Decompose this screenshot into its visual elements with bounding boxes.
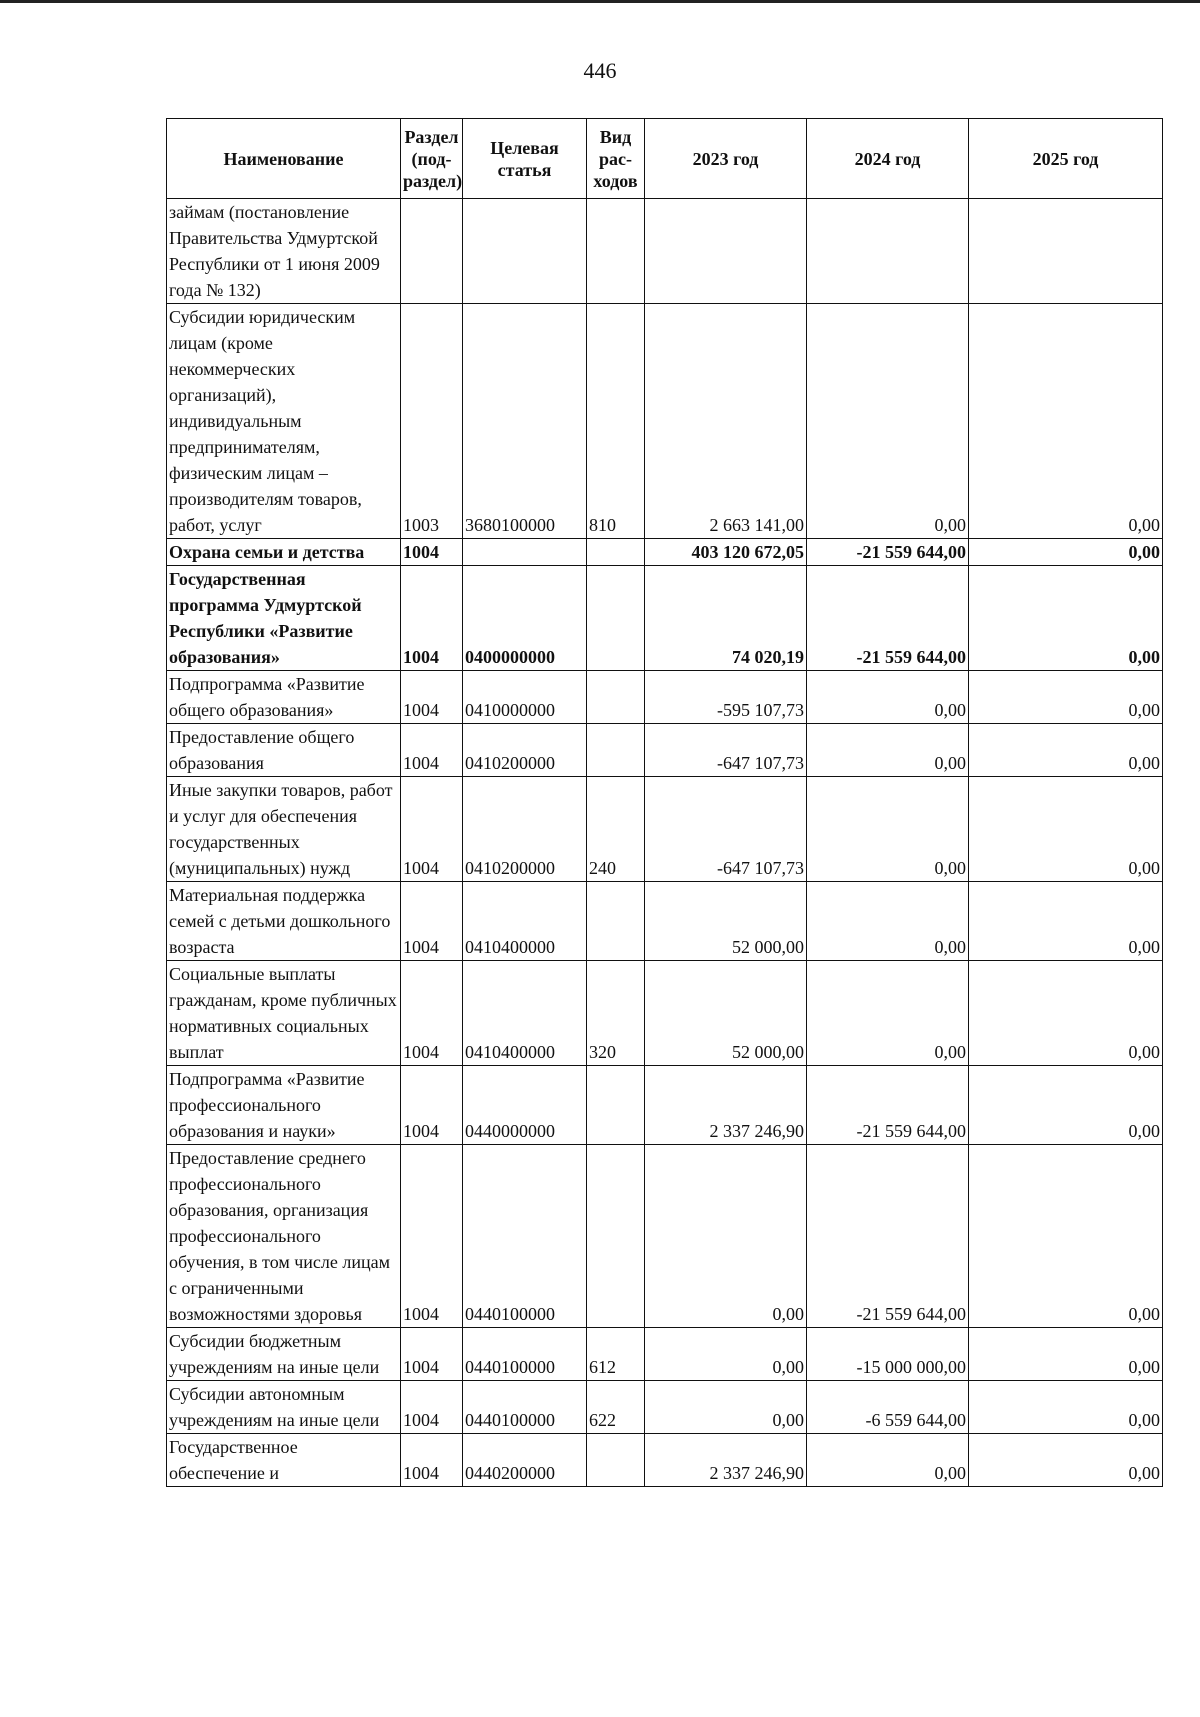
cell-2023: -647 107,73	[645, 724, 807, 777]
cell-name: Государственное обеспечение и	[167, 1434, 401, 1487]
page-number: 446	[583, 58, 617, 83]
cell-2023: 0,00	[645, 1328, 807, 1381]
cell-section: 1004	[401, 671, 463, 724]
cell-2024: 0,00	[807, 304, 969, 539]
table-row	[167, 1328, 1163, 1381]
cell-section	[401, 199, 463, 304]
cell-2025: 0,00	[969, 1381, 1163, 1434]
cell-name: Охрана семьи и детства	[167, 539, 401, 566]
cell-2025: 0,00	[969, 566, 1163, 671]
cell-2023: 2 337 246,90	[645, 1434, 807, 1487]
cell-2023: 74 020,19	[645, 566, 807, 671]
cell-2025	[969, 199, 1163, 304]
table-body	[167, 199, 1163, 1487]
cell-target: 3680100000	[463, 304, 587, 539]
cell-kind: 320	[587, 961, 645, 1066]
cell-2023: 0,00	[645, 1145, 807, 1328]
cell-target	[463, 539, 587, 566]
cell-kind: 810	[587, 304, 645, 539]
table-row	[167, 566, 1163, 671]
cell-kind	[587, 566, 645, 671]
cell-2023: 2 663 141,00	[645, 304, 807, 539]
cell-name: Подпрограмма «Развитие общего образования»	[167, 671, 401, 724]
cell-name: Материальная поддержка семей с детьми дошкольного возраста	[167, 882, 401, 961]
cell-name: Государственная программа Удмуртской Республики «Развитие образования»	[167, 566, 401, 671]
cell-section: 1004	[401, 961, 463, 1066]
header-2023: 2023 год	[645, 119, 807, 199]
cell-2024: 0,00	[807, 724, 969, 777]
cell-2025: 0,00	[969, 304, 1163, 539]
cell-2023: 52 000,00	[645, 961, 807, 1066]
cell-2024: -21 559 644,00	[807, 566, 969, 671]
cell-name: Субсидии юридическим лицам (кроме некоммерческих организаций), индивидуальным предпринимателям, физическим лицам – производителям товаров, работ, услуг	[167, 304, 401, 539]
cell-2024: 0,00	[807, 882, 969, 961]
cell-kind	[587, 1066, 645, 1145]
cell-name: Предоставление среднего профессионального образования, организация профессионального обучения, в том числе лицам с ограниченными возможностями здоровья	[167, 1145, 401, 1328]
cell-2024: 0,00	[807, 671, 969, 724]
cell-kind	[587, 199, 645, 304]
cell-target: 0440100000	[463, 1328, 587, 1381]
table-row	[167, 1145, 1163, 1328]
cell-kind	[587, 882, 645, 961]
table-row	[167, 961, 1163, 1066]
cell-2025: 0,00	[969, 1434, 1163, 1487]
cell-section: 1004	[401, 539, 463, 566]
table-row	[167, 199, 1163, 304]
cell-2023: 0,00	[645, 1381, 807, 1434]
header-target: Целевая статья	[463, 119, 587, 199]
cell-2025: 0,00	[969, 724, 1163, 777]
cell-section: 1004	[401, 882, 463, 961]
cell-section: 1004	[401, 1434, 463, 1487]
cell-2023: 2 337 246,90	[645, 1066, 807, 1145]
header-2024: 2024 год	[807, 119, 969, 199]
cell-name: Субсидии автономным учреждениям на иные цели	[167, 1381, 401, 1434]
table-row	[167, 1434, 1163, 1487]
cell-kind: 612	[587, 1328, 645, 1381]
cell-2024: 0,00	[807, 777, 969, 882]
cell-2024: -6 559 644,00	[807, 1381, 969, 1434]
cell-kind	[587, 671, 645, 724]
cell-2024: -21 559 644,00	[807, 539, 969, 566]
table-header-row	[167, 119, 1163, 199]
cell-target: 0400000000	[463, 566, 587, 671]
cell-2025: 0,00	[969, 671, 1163, 724]
cell-2025: 0,00	[969, 882, 1163, 961]
cell-2024: -21 559 644,00	[807, 1066, 969, 1145]
cell-name: Субсидии бюджетным учреждениям на иные цели	[167, 1328, 401, 1381]
cell-target: 0410200000	[463, 777, 587, 882]
cell-2023: 403 120 672,05	[645, 539, 807, 566]
cell-section: 1004	[401, 1145, 463, 1328]
cell-2024	[807, 199, 969, 304]
cell-kind	[587, 1434, 645, 1487]
cell-kind	[587, 724, 645, 777]
cell-target: 0410000000	[463, 671, 587, 724]
cell-section: 1004	[401, 1328, 463, 1381]
cell-2025: 0,00	[969, 961, 1163, 1066]
cell-target: 0440100000	[463, 1381, 587, 1434]
cell-2025: 0,00	[969, 1145, 1163, 1328]
cell-2024: -15 000 000,00	[807, 1328, 969, 1381]
cell-section: 1004	[401, 1066, 463, 1145]
cell-kind	[587, 539, 645, 566]
scan-edge	[0, 0, 1200, 3]
cell-target: 0440100000	[463, 1145, 587, 1328]
cell-target: 0410400000	[463, 961, 587, 1066]
table-row	[167, 671, 1163, 724]
cell-2023	[645, 199, 807, 304]
table-row	[167, 539, 1163, 566]
cell-2025: 0,00	[969, 777, 1163, 882]
cell-2024: 0,00	[807, 1434, 969, 1487]
cell-section: 1004	[401, 1381, 463, 1434]
cell-target: 0410400000	[463, 882, 587, 961]
cell-section: 1004	[401, 724, 463, 777]
cell-section: 1003	[401, 304, 463, 539]
table-row	[167, 1066, 1163, 1145]
cell-target: 0440200000	[463, 1434, 587, 1487]
budget-table	[166, 118, 1163, 1487]
cell-2024: -21 559 644,00	[807, 1145, 969, 1328]
cell-target: 0440000000	[463, 1066, 587, 1145]
header-section: Раздел (под-раздел)	[401, 119, 463, 199]
cell-kind	[587, 1145, 645, 1328]
cell-2025: 0,00	[969, 1066, 1163, 1145]
cell-kind: 240	[587, 777, 645, 882]
cell-name: Подпрограмма «Развитие профессионального образования и науки»	[167, 1066, 401, 1145]
cell-name: Социальные выплаты гражданам, кроме публичных нормативных социальных выплат	[167, 961, 401, 1066]
cell-target: 0410200000	[463, 724, 587, 777]
cell-target	[463, 199, 587, 304]
header-name: Наименование	[167, 119, 401, 199]
cell-2023: -647 107,73	[645, 777, 807, 882]
table-row	[167, 882, 1163, 961]
cell-section: 1004	[401, 777, 463, 882]
cell-name: Иные закупки товаров, работ и услуг для обеспечения государственных (муниципальных) нужд	[167, 777, 401, 882]
cell-2025: 0,00	[969, 539, 1163, 566]
table-row	[167, 1381, 1163, 1434]
cell-2025: 0,00	[969, 1328, 1163, 1381]
table-row	[167, 304, 1163, 539]
cell-kind: 622	[587, 1381, 645, 1434]
cell-name: Предоставление общего образования	[167, 724, 401, 777]
header-2025: 2025 год	[969, 119, 1163, 199]
cell-2023: -595 107,73	[645, 671, 807, 724]
cell-section: 1004	[401, 566, 463, 671]
cell-2023: 52 000,00	[645, 882, 807, 961]
table-row	[167, 724, 1163, 777]
header-kind: Вид рас-ходов	[587, 119, 645, 199]
table-row	[167, 777, 1163, 882]
cell-name: займам (постановление Правительства Удмуртской Республики от 1 июня 2009 года № 132)	[167, 199, 401, 304]
cell-2024: 0,00	[807, 961, 969, 1066]
